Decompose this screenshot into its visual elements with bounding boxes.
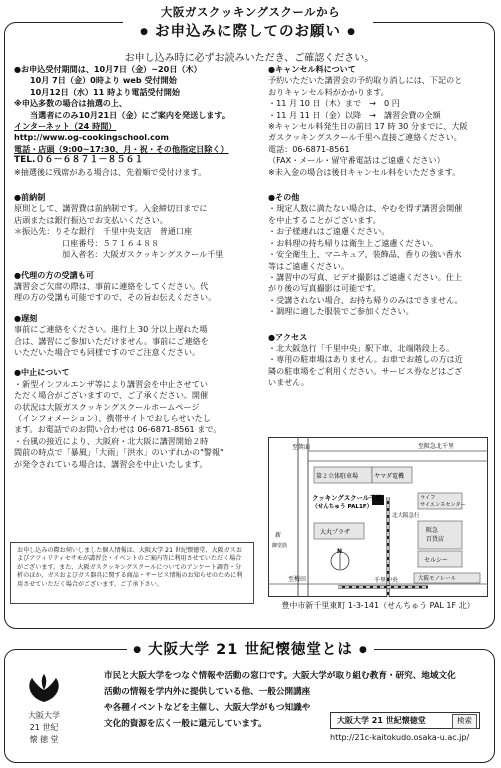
kaitokudo-search-box[interactable] [330,712,480,729]
apply-note: 当選者にのみ10月21日（金）にご案内を発送します。 [30,109,230,120]
map-label-school: クッキングスクール千里 [312,494,382,502]
access-heading: ●アクセス [268,331,308,342]
map-label-monorail: 大阪モノレール [418,576,457,582]
cancel-line: ただく場合がございますので、ご了承ください。開催 [14,390,209,401]
access-map [268,437,488,597]
description-line: や各種イベントなどを主催し、大阪大学がもつ知識や [104,703,311,713]
map-label-school-sub: （せんちゅう PAL1F） [312,504,373,510]
phone-label: 電話・店頭（9:00~17:30、月・祝・その他指定日除く） [14,143,229,154]
map-label-parking: 第２立体駐車場 [316,473,359,480]
map-label-midosuji: 御堂筋 [272,543,288,549]
map-label-hankyu: 阪急 [426,527,439,534]
org-line: 大阪ガスクッキングスクールから [160,5,341,19]
cancel-line: 間前の時点で「暴風」「大雨」「洪水」のいずれかの"警報" [14,447,224,458]
cancel-line: ・台風の接近により、大阪府・北大阪に講習開始２時 [14,435,209,446]
map-label-minoh: 至箕面 [292,444,311,451]
prepay-heading: ●前納制 [14,192,46,203]
access-line: いません。 [268,377,309,388]
bullet-icon: ● [358,645,368,655]
description-line: 文化的資源を広く一般に還元しています。 [104,719,267,729]
map-label-umeda: 至梅田 [288,576,307,583]
prepay-line: 加入者名：大阪ガスクッキングスクール千里 [62,249,224,260]
phone-number: TEL.０６－６８７１－８５６１ [14,155,144,166]
apply-note: ※申込多数の場合は抽選の上、 [14,98,128,109]
proxy-line: 講習会ご欠席の際は、事前に連絡をしてください。代 [14,280,209,291]
lottery-note: ※抽選後に残席がある場合は、先着順で受付けます。 [14,166,207,177]
map-label-kitakyu: 北大阪急行 [392,513,420,519]
cancel-fee-line: ・11 月 10 日（木）まで → 0 円 [268,98,400,109]
building-hankyu [418,521,462,549]
right-column [268,64,490,389]
other-heading: ●その他 [268,192,300,203]
cancel-fee-line: 予約いただいた講習会の予約取り消しには、下記のと [268,75,463,86]
map-label-hankyu-store: 百貨店 [426,536,445,543]
map-label-shin: 新 [275,532,282,539]
panel-heading [123,20,373,44]
logo-line: 懐 徳 堂 [29,735,59,744]
kaitokudo-url-link[interactable]: http://21c-kaitokudo.osaka-u.ac.jp/ [330,733,470,742]
cancel-line: の状況は大阪ガスクッキングスクールホームページ [14,401,200,412]
map-label-selcy: セルシー [424,557,448,564]
map-label-life: ライフ [420,495,436,501]
cancel-heading: ●中止について [14,367,70,378]
other-line: 等はご遠慮ください。 [268,260,349,271]
other-line: ・受講されない場合、お持ち帰りのみはできません。 [268,294,463,305]
cancel-line: （インフォメーション）、携帯サイトでおしらせいたし [14,412,211,423]
map-label-science: サイエンスセンター [420,502,466,508]
map-label-daimaru: 大丸プラザ [320,529,351,536]
logo-line: 大阪大学 [28,711,60,720]
cancel-line: ・新型インフルエンザ等により講習会を中止させてい [14,378,208,389]
bullet-icon: ● [133,645,143,655]
kaitokudo-title: 大阪大学 21 世紀懐徳堂とは [148,642,353,658]
kaitokudo-heading [0,638,501,659]
search-button[interactable]: 検索 [452,714,477,729]
internet-url-link[interactable]: http://www.og-cookingschool.com [14,132,169,143]
cancel-line: が発令されている場合は、講習会を中止いたします。 [14,458,208,469]
description-line: 市民と大阪大学をつなぐ情報や活動の窓口です。大阪大学が取り組む教育・研究、地域文化 [104,671,456,681]
map-label-yamada: ヤマダ電機 [374,473,405,480]
prepay-line: ＊振込先：りそな銀行 千里中央支店 普通口座 [14,226,193,237]
cancel-line: ます。お電話でのお問い合わせは 06-6871-8561 まで。 [14,424,222,435]
access-line: 隣の駐車場をご利用ください。サービス券などはござ [268,365,463,376]
logo-line: 21 世紀 [29,723,59,732]
proxy-heading: ●代理の方の受講も可 [14,269,94,280]
access-line: ・専用の駐車場はありません。お車でお越しの方は近 [268,354,463,365]
search-text: 大阪大学 21 世紀懐徳堂 [337,716,426,725]
access-line: ・北大阪急行「千里中央」駅下車、北端階段上る。 [268,342,455,353]
cancel-fee-heading: ●キャンセル料について [268,64,356,74]
proxy-line: 理の方の受講も可能ですので、その旨お伝えください。 [14,292,217,303]
cancel-fee-line: ※未入金の場合は後日キャンセル料をいただきます。 [268,166,461,177]
panel-subtitle: お申し込み時に必ずお読みいただき、ご確認ください。 [124,53,375,64]
prepay-line: 店頭または銀行振込でお支払いください。 [14,214,168,225]
other-line: ・調理に適した服装でご参加ください。 [268,306,414,317]
other-line: がり後の写真撮影は可能です。 [268,283,381,294]
map-label-north: N [337,548,343,555]
cancel-fee-line: ・11 月 11 日（金）以降 → 講習会費の全額 [268,109,441,120]
map-label-kitasenri: 至阪急北千里 [418,443,455,450]
internet-label: インターネット（24 時間） [14,121,117,132]
kaitokudo-logo-icon [24,672,64,706]
description-line: 活動の情報を学内外に提供している他、一般公開講座 [104,687,311,697]
prepay-line: 口座番号：５７１６４８８ [62,237,160,248]
cancel-fee-line: 電話：06-6871-8561 [268,143,350,154]
apply-line: 10月 7日（金）0時より web 受付開始 [30,75,177,86]
other-line: を中止することがございます。 [268,214,381,225]
bullet-icon: ● [140,27,149,37]
other-line: ・安全衛生上、マニキュア、装飾品、香りの強い香水 [268,249,462,260]
apply-heading: ●お申込受付期間は、10月7日（金）~20日（木） [14,64,202,74]
panel-title: お申込みに際してのお願い [155,24,341,40]
late-line: いただいた場合でも同様ですのでご注意ください。 [14,346,201,357]
cancel-fee-line: ※キャンセル料発生日の前日 17 時 30 分までに、大阪 [268,121,468,132]
prepay-line: 原則として、講習費は前納制です。入金締切日までに [14,203,208,214]
privacy-note: お申し込みの際お伺いしました個人情報は、大阪大学 21 世紀懐徳堂、大阪ガスおよびアフィリティセサモが講習会・イベントのご案内等に利用させていただく場合がございます。また、大阪ガスクッキングスクールについてのアンケート調査・分析のほか、ガスおよびガス器具に関する商品・サービス情報のお知らせのために利用させていただく場合がございます。ご了承下さい。 [10,542,254,604]
cancel-fee-line: ガスクッキングスクール千里へ直接ご連絡ください。 [268,132,462,143]
late-line: 事前にご連絡をください。進行上 30 分以上遅れた場 [14,324,208,335]
map-label-station: 千里中央 [374,577,399,584]
bullet-icon: ● [347,27,356,37]
late-line: 合は、講習にご参加いただけません。事前にご連絡を [14,335,209,346]
other-line: ・講習中の写真、ビデオ撮影はご遠慮ください。仕上 [268,271,463,282]
other-line: ・お子様連れはご遠慮ください。 [268,226,390,237]
kaitokudo-logo [18,672,70,760]
cancel-fee-line: おりキャンセル料がかかります。 [268,86,389,97]
cancel-fee-line: （FAX・メール・留守番電話はご遠慮ください） [268,155,445,166]
apply-line: 10月12日（水）11 時より電話受付開始 [30,86,180,97]
other-line: ・お料理の持ち帰りは衛生上ご遠慮ください。 [268,237,438,248]
other-line: ・規定人数に満たない場合は、やむを得ず講習会開催 [268,203,463,214]
map-caption: 豊中市新千里東町 1-3-141（せんちゅう PAL 1F 北） [281,601,475,610]
late-heading: ●遅刻 [14,312,38,323]
left-column [14,64,258,470]
